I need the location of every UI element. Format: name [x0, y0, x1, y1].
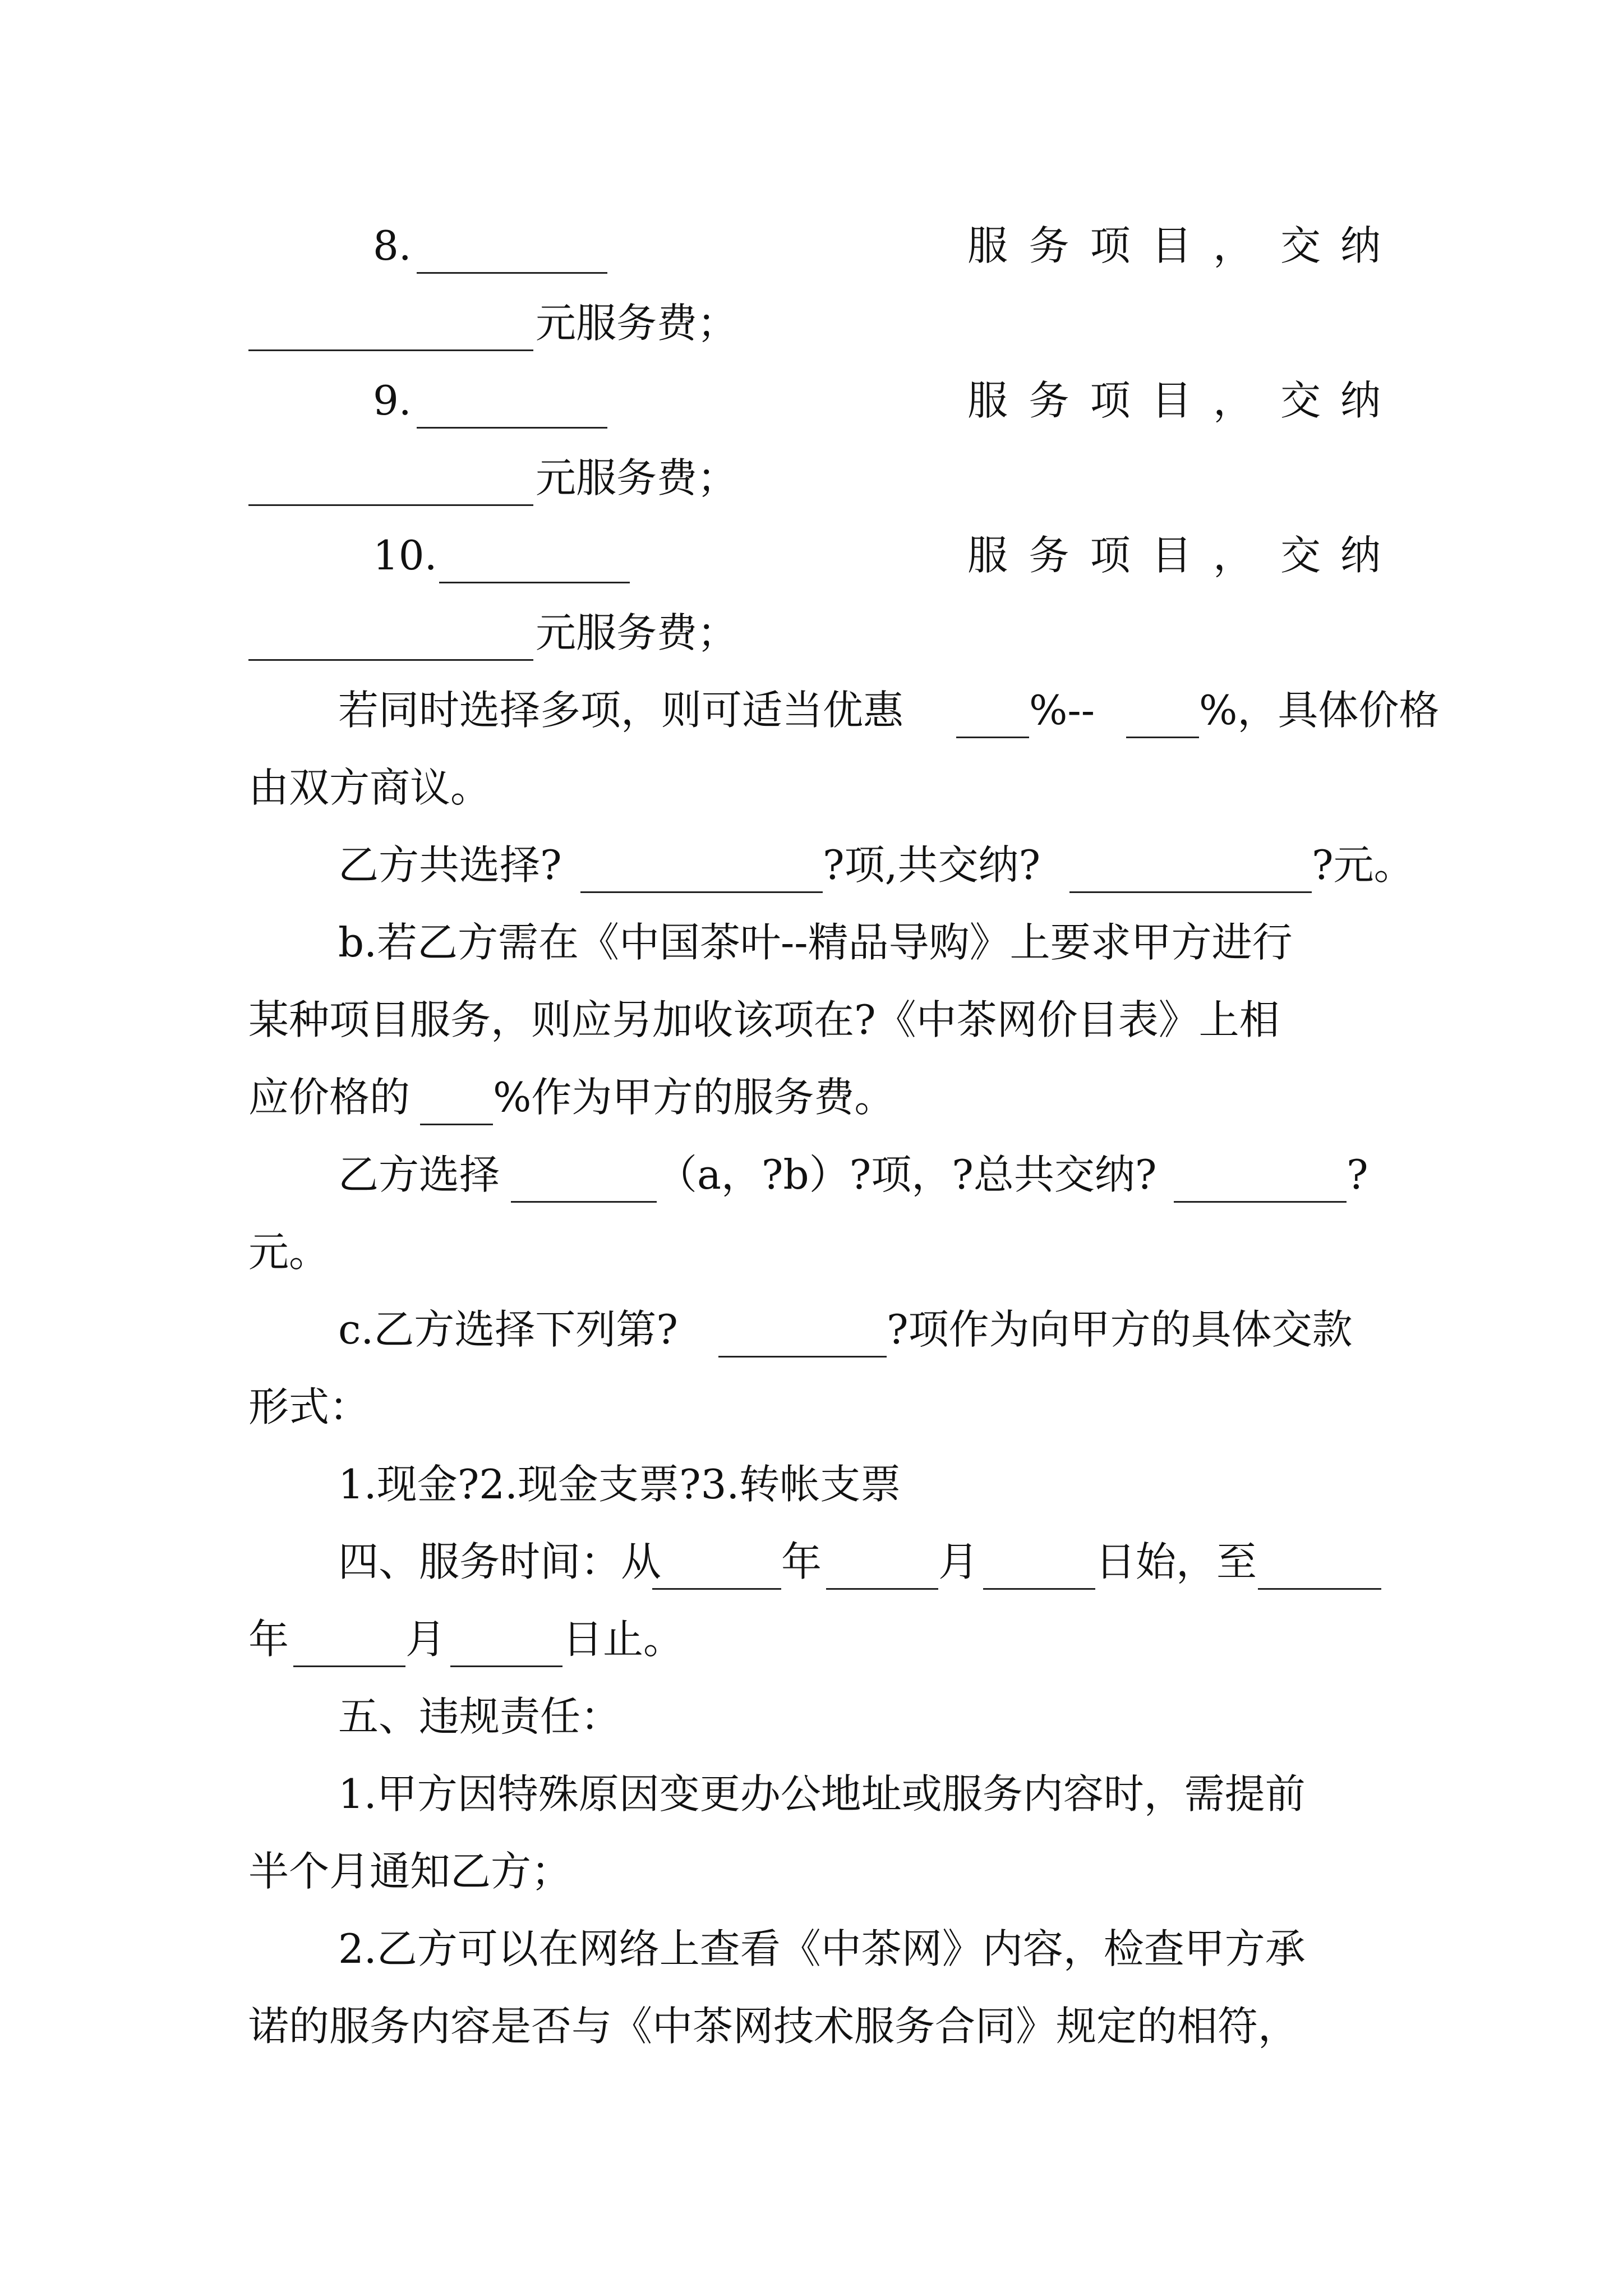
comma: ，: [1213, 532, 1254, 579]
service-item-8: [248, 218, 1401, 274]
text: 元。: [248, 1228, 330, 1276]
text: 由双方商议。: [248, 764, 491, 811]
liability-item-1-line-2: [248, 1843, 1381, 1899]
item-number: 9.: [373, 377, 412, 424]
liability-item-2-line-2: [248, 1998, 1381, 2054]
select-line-2: [248, 1224, 1381, 1280]
text: 日止。: [562, 1616, 684, 1663]
item-number: 10.: [373, 532, 437, 579]
service-item-9: [248, 372, 1401, 429]
percent-blank[interactable]: [420, 1069, 493, 1125]
item-pay-label: 交纳: [1280, 532, 1401, 579]
text: 四、服务时间：从: [338, 1538, 662, 1585]
discount-line-1: [248, 682, 1440, 738]
text: ?项,共交纳?: [823, 841, 1041, 889]
fee-line-10: [248, 605, 1381, 661]
service-item-10: [248, 527, 1401, 583]
liability-title: [248, 1688, 1381, 1745]
payment-methods-line: [248, 1456, 1381, 1512]
option-blank[interactable]: [511, 1147, 657, 1203]
text: 半个月通知乙方；: [248, 1848, 572, 1895]
fee-suffix: 元服务费；: [536, 300, 738, 347]
payment-method-blank[interactable]: [718, 1301, 887, 1358]
text: 某种项目服务，则应另加收该项在?《中茶网价目表》上相: [248, 996, 1280, 1043]
blank-field[interactable]: [439, 527, 630, 583]
text: 若同时选择多项，则可适当优惠: [338, 687, 904, 734]
text: %--: [1029, 687, 1095, 734]
text: ?: [1347, 1151, 1368, 1198]
option-b-line-3: [248, 1069, 1381, 1125]
discount-max-blank[interactable]: [1126, 682, 1199, 738]
blank-field[interactable]: [417, 218, 607, 274]
text: 1.甲方因特殊原因变更办公地址或服务内容时，需提前: [338, 1770, 1306, 1818]
discount-line-2: [248, 760, 1381, 816]
text: b.若乙方需在《中国茶叶--精品导购》上要求甲方进行: [338, 919, 1293, 966]
discount-min-blank[interactable]: [956, 682, 1029, 738]
fee-suffix: 元服务费；: [536, 609, 738, 656]
total-amount-blank[interactable]: [1069, 837, 1312, 893]
item-service-label: 服 务 项 目: [967, 532, 1192, 579]
text: 应价格的: [248, 1074, 411, 1121]
text: 1.现金?2.现金支票?3.转帐支票: [338, 1461, 901, 1508]
text: 形式：: [248, 1383, 370, 1430]
text: 2.乙方可以在网络上查看《中茶网》内容，检查甲方承: [338, 1925, 1306, 1972]
text: ?项作为向甲方的具体交款: [887, 1306, 1353, 1353]
item-service-label: 服 务 项 目: [967, 222, 1192, 269]
text: 五、违规责任：: [338, 1693, 621, 1740]
start-month-blank[interactable]: [826, 1534, 938, 1590]
fee-blank[interactable]: [248, 450, 533, 506]
start-day-blank[interactable]: [983, 1534, 1095, 1590]
option-b-line-2: [248, 992, 1381, 1048]
item-number: 8.: [373, 222, 412, 269]
option-c-line-2: [248, 1379, 1381, 1435]
item-service-label: 服 务 项 目: [967, 377, 1192, 424]
text: 月: [405, 1616, 446, 1663]
item-pay-label: 交纳: [1280, 377, 1401, 424]
item-count-blank[interactable]: [580, 837, 823, 893]
select-line-1: [248, 1147, 1381, 1203]
text: ?元。: [1312, 841, 1414, 889]
fee-blank[interactable]: [248, 295, 533, 351]
text: 乙方选择: [338, 1151, 500, 1198]
start-year-blank[interactable]: [652, 1534, 781, 1590]
blank-field[interactable]: [417, 372, 607, 429]
liability-item-1-line-1: [248, 1766, 1381, 1822]
text: 日始，至: [1095, 1538, 1257, 1585]
text: 年: [248, 1616, 289, 1663]
option-c-line-1: [248, 1301, 1381, 1358]
liability-item-2-line-1: [248, 1921, 1381, 1977]
end-day-blank[interactable]: [450, 1611, 562, 1667]
text: 诺的服务内容是否与《中茶网技术服务合同》规定的相符，: [248, 2003, 1299, 2050]
fee-suffix: 元服务费；: [536, 454, 738, 501]
text: c.乙方选择下列第?: [338, 1306, 678, 1353]
text: %，具体价格: [1199, 687, 1440, 734]
end-month-blank[interactable]: [293, 1611, 405, 1667]
text: （a，?b）?项，?总共交纳?: [657, 1151, 1157, 1198]
text: 乙方共选择?: [338, 841, 562, 889]
fee-line-9: [248, 450, 1381, 506]
comma: ，: [1213, 377, 1254, 424]
service-time-line-1: [248, 1534, 1381, 1590]
fee-blank[interactable]: [248, 605, 533, 661]
fee-line-8: [248, 295, 1381, 351]
amount-blank[interactable]: [1174, 1147, 1347, 1203]
text: 月: [938, 1538, 979, 1585]
service-time-line-2: [248, 1611, 1381, 1667]
text: %作为甲方的服务费。: [493, 1074, 895, 1121]
option-b-line-1: [248, 914, 1381, 970]
total-line: [248, 837, 1414, 893]
comma: ，: [1213, 222, 1254, 269]
item-pay-label: 交纳: [1280, 222, 1401, 269]
end-year-blank[interactable]: [1258, 1534, 1381, 1590]
text: 年: [781, 1538, 822, 1585]
